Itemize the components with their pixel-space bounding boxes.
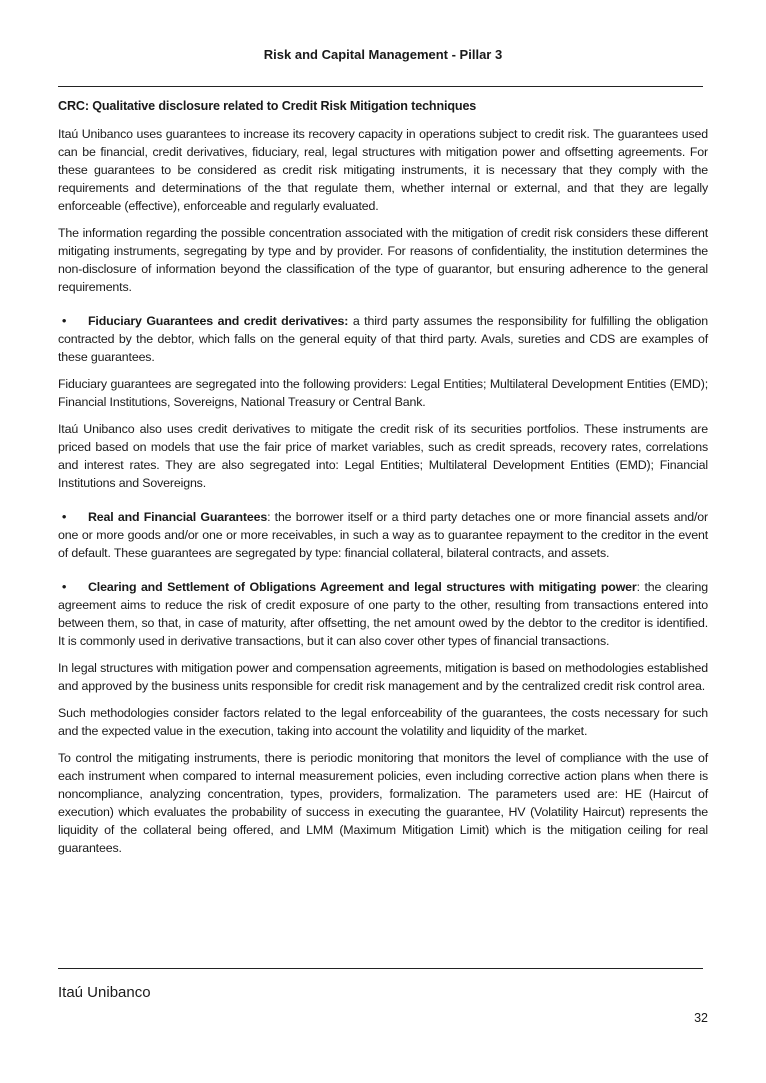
bullet-text: : the clearing agreement aims to reduce the risk of credit exposure of one party to the other, resulting from transactions entered into between them, so that, in case of maturity, after offsetting, the net amount owed by the debtor to the creditor is identified. It is commonly used in derivative transactions, but it can also cover other types of financial transactions. bbox=[58, 580, 708, 648]
paragraph: The information regarding the possible concentration associated with the mitigation of credit risk considers these different mitigating instruments, segregating by type and by provider. For reasons of confidentiality, the institution determines the non-disclosure of information beyond the classification of the type of guarantor, but ensuring adherence to the general requirements. bbox=[58, 226, 708, 294]
bullet-text: : the borrower itself or a third party detaches one or more financial assets and/or one or more goods and/or one or more receivables, in such a way as to guarantee repayment to the creditor in the event of default. These guarantees are segregated by type: financial collateral, bilateral contracts, and assets. bbox=[58, 510, 708, 560]
paragraph: In legal structures with mitigation power and compensation agreements, mitigation is based on methodologies established and approved by the business units responsible for credit risk management and by the centralized credit risk control area. bbox=[58, 661, 708, 693]
page-content bbox=[58, 97, 708, 866]
paragraph: Itaú Unibanco also uses credit derivatives to mitigate the credit risk of its securities portfolios. These instruments are priced based on models that use the fair price of market variables, such as credit spreads, recovery rates, correlations and interest rates. They are also segregated into: Legal Entities; Multilateral Development Entities (EMD); Financial Institutions and Sovereigns. bbox=[58, 422, 708, 490]
paragraph: Itaú Unibanco uses guarantees to increase its recovery capacity in operations subject to credit risk. The guarantees used can be financial, credit derivatives, fiduciary, real, legal structures with mitigation power and offsetting agreements. For these guarantees to be considered as credit risk mitigating instruments, it is necessary that they comply with the requirements and determinations of the that regulate them, whether internal or external, and that they are legally enforceable (effective), enforceable and regularly evaluated. bbox=[58, 127, 708, 213]
bullet-heading: Clearing and Settlement of Obligations Agreement and legal structures with mitigating power bbox=[88, 580, 637, 594]
bullet-text: a third party assumes the responsibility for fulfilling the obligation contracted by the debtor, which falls on the general equity of that third party. Avals, sureties and CDS are examples of these guarantees. bbox=[58, 314, 708, 364]
bullet-item-clearing bbox=[58, 578, 708, 650]
bullet-icon: • bbox=[62, 510, 67, 524]
footer-company: Itaú Unibanco bbox=[58, 984, 151, 1001]
paragraph: Such methodologies consider factors related to the legal enforceability of the guarantees, the costs necessary for such and the expected value in the execution, taking into account the volatility and liquidity of the market. bbox=[58, 706, 708, 738]
paragraph: Fiduciary guarantees are segregated into the following providers: Legal Entities; Multilateral Development Entities (EMD); Financial Institutions, Sovereigns, National Treasury or Central Bank. bbox=[58, 377, 708, 409]
bullet-item-real-financial bbox=[58, 508, 708, 562]
bullet-heading: Real and Financial Guarantees bbox=[88, 510, 268, 524]
paragraph: To control the mitigating instruments, there is periodic monitoring that monitors the level of compliance with the use of each instrument when compared to internal measurement policies, even including corrective action plans when there is noncompliance, analyzing concentration, types, providers, formalization. The parameters used are: HE (Haircut of execution) which evaluates the probability of success in executing the guarantee, HV (Volatility Haircut) represents the liquidity of the collateral being offered, and LMM (Maximum Mitigation Limit) which is the mitigation ceiling for real guarantees. bbox=[58, 751, 708, 855]
page-header-title: Risk and Capital Management - Pillar 3 bbox=[263, 47, 503, 62]
footer-divider bbox=[58, 968, 703, 969]
bullet-item-fiduciary bbox=[58, 312, 708, 366]
header-divider bbox=[58, 86, 703, 87]
page-number: 32 bbox=[694, 1011, 708, 1025]
bullet-heading: Fiduciary Guarantees and credit derivatives: bbox=[88, 314, 349, 328]
section-title: CRC: Qualitative disclosure related to Credit Risk Mitigation techniques bbox=[58, 99, 477, 113]
bullet-icon: • bbox=[62, 580, 67, 594]
bullet-icon: • bbox=[62, 314, 67, 328]
